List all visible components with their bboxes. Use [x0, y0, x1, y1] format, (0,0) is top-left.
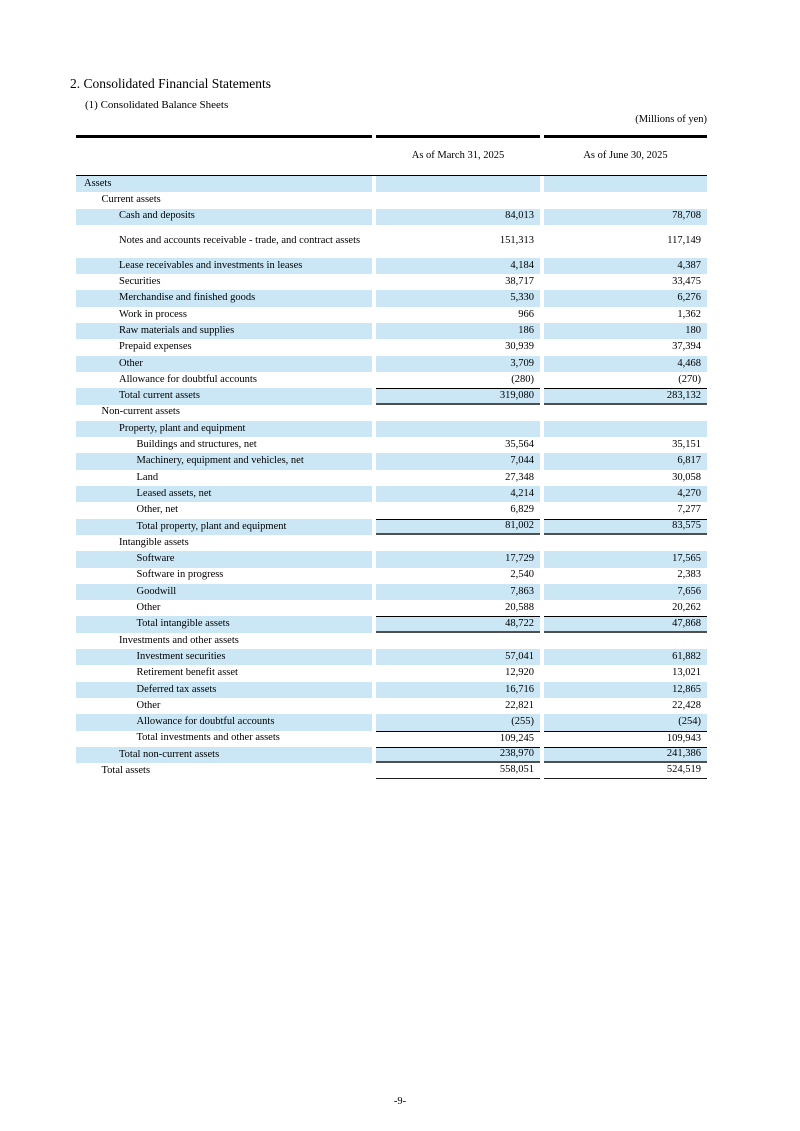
row-label: Software in progress: [136, 569, 224, 581]
row-label: Raw materials and supplies: [76, 323, 372, 339]
value-as-of-june-30-2025: 7,656: [544, 584, 707, 600]
table-row: [76, 747, 707, 763]
value-as-of-june-30-2025: 33,475: [672, 276, 701, 288]
table-row: [76, 192, 707, 208]
value-as-of-march-31-2025: 22,821: [505, 699, 534, 711]
value-as-of-march-31-2025: 3,709: [376, 356, 540, 372]
table-row: [76, 698, 707, 714]
value-as-of-june-30-2025: [544, 633, 707, 649]
row-label: Total non-current assets: [76, 747, 372, 763]
value-as-of-june-30-2025: [544, 176, 707, 192]
table-row: [76, 665, 707, 681]
value-as-of-march-31-2025: 319,080: [376, 388, 540, 404]
page-title: 2. Consolidated Financial Statements: [70, 76, 271, 91]
value-as-of-march-31-2025: 5,330: [376, 290, 540, 306]
value-as-of-june-30-2025: [544, 535, 707, 551]
value-as-of-june-30-2025: [544, 192, 707, 208]
row-label: Goodwill: [76, 584, 372, 600]
value-as-of-june-30-2025: 7,277: [677, 504, 701, 516]
row-label: Lease receivables and investments in leases: [76, 258, 372, 274]
row-label: Total intangible assets: [76, 616, 372, 632]
value-as-of-march-31-2025: 48,722: [376, 616, 540, 632]
table-body: [76, 176, 707, 779]
value-as-of-march-31-2025: 35,564: [505, 439, 534, 451]
value-as-of-june-30-2025: [544, 405, 707, 421]
row-label: Machinery, equipment and vehicles, net: [76, 453, 372, 469]
value-as-of-march-31-2025: 17,729: [376, 551, 540, 567]
unit-note: (Millions of yen): [635, 114, 707, 125]
table-row: [76, 682, 707, 698]
value-as-of-march-31-2025: [376, 176, 540, 192]
table-row: [76, 551, 707, 567]
row-label: Current assets: [101, 194, 161, 206]
value-as-of-march-31-2025: [376, 633, 540, 649]
table-row: [76, 290, 707, 306]
row-label: Allowance for doubtful accounts: [119, 373, 257, 385]
value-as-of-march-31-2025: 7,044: [376, 453, 540, 469]
row-label: Total assets: [101, 764, 151, 776]
table-row: [76, 176, 707, 192]
value-as-of-march-31-2025: 57,041: [376, 649, 540, 665]
table-row: [76, 453, 707, 469]
table-row: [76, 649, 707, 665]
row-label: Investment securities: [76, 649, 372, 665]
balance-sheet-table: [76, 135, 707, 779]
table-row: [76, 209, 707, 225]
row-label: Securities: [119, 276, 161, 288]
row-label: Cash and deposits: [76, 209, 372, 225]
value-as-of-june-30-2025: 30,058: [672, 471, 701, 483]
value-as-of-june-30-2025: 20,262: [672, 602, 701, 614]
value-as-of-june-30-2025: 12,865: [544, 682, 707, 698]
row-label: Deferred tax assets: [76, 682, 372, 698]
header-col-march-2025: As of March 31, 2025: [376, 135, 540, 175]
row-label: Other: [136, 602, 161, 614]
table-row: [76, 535, 707, 551]
table-row: [76, 225, 707, 258]
value-as-of-march-31-2025: 30,939: [505, 341, 534, 353]
value-as-of-june-30-2025: 83,575: [544, 519, 707, 535]
table-row: [76, 584, 707, 600]
value-as-of-march-31-2025: 186: [376, 323, 540, 339]
value-as-of-june-30-2025: 2,383: [677, 569, 701, 581]
table-row: [76, 600, 707, 616]
value-as-of-june-30-2025: 117,149: [667, 235, 701, 247]
table-row: [76, 356, 707, 372]
value-as-of-june-30-2025: 4,270: [544, 486, 707, 502]
row-label: Intangible assets: [119, 536, 189, 548]
table-row: [76, 339, 707, 355]
value-as-of-june-30-2025: 17,565: [544, 551, 707, 567]
row-label: Leased assets, net: [76, 486, 372, 502]
row-label: Total current assets: [76, 388, 372, 404]
table-row: [76, 763, 707, 779]
table-row: [76, 470, 707, 486]
row-label: Property, plant and equipment: [76, 421, 372, 437]
value-as-of-june-30-2025: 13,021: [672, 667, 701, 679]
row-label: Assets: [76, 176, 372, 192]
value-as-of-march-31-2025: 238,970: [376, 747, 540, 763]
table-row: [76, 502, 707, 518]
table-row: [76, 486, 707, 502]
row-label: Work in process: [119, 308, 187, 320]
value-as-of-june-30-2025: (270): [678, 373, 701, 385]
table-row: [76, 616, 707, 632]
table-row: [76, 274, 707, 290]
row-label: Other: [136, 699, 161, 711]
value-as-of-march-31-2025: (280): [511, 373, 534, 385]
header-col-june-2025: As of June 30, 2025: [544, 135, 707, 175]
value-as-of-june-30-2025: 6,817: [544, 453, 707, 469]
value-as-of-june-30-2025: 241,386: [544, 747, 707, 763]
table-row: [76, 714, 707, 730]
value-as-of-march-31-2025: 2,540: [510, 569, 534, 581]
value-as-of-march-31-2025: [376, 192, 540, 208]
table-row: [76, 307, 707, 323]
value-as-of-march-31-2025: 27,348: [505, 471, 534, 483]
value-as-of-march-31-2025: 4,214: [376, 486, 540, 502]
table-row: [76, 405, 707, 421]
value-as-of-june-30-2025: 47,868: [544, 616, 707, 632]
row-label: Non-current assets: [101, 406, 180, 418]
value-as-of-june-30-2025: 4,468: [544, 356, 707, 372]
table-row: [76, 258, 707, 274]
page-subtitle: (1) Consolidated Balance Sheets: [85, 99, 229, 111]
value-as-of-june-30-2025: 22,428: [672, 699, 701, 711]
table-row: [76, 437, 707, 453]
value-as-of-june-30-2025: 78,708: [544, 209, 707, 225]
value-as-of-june-30-2025: (254): [544, 714, 707, 730]
table-row: [76, 633, 707, 649]
value-as-of-june-30-2025: [544, 421, 707, 437]
value-as-of-june-30-2025: 1,362: [677, 308, 701, 320]
row-label: Notes and accounts receivable - trade, and contract assets: [119, 235, 361, 247]
value-as-of-june-30-2025: 61,882: [544, 649, 707, 665]
value-as-of-march-31-2025: 6,829: [510, 504, 534, 516]
value-as-of-march-31-2025: [376, 405, 540, 421]
table-row: [76, 731, 707, 747]
row-label: Investments and other assets: [119, 634, 239, 646]
value-as-of-march-31-2025: 7,863: [376, 584, 540, 600]
value-as-of-march-31-2025: 12,920: [505, 667, 534, 679]
value-as-of-march-31-2025: 16,716: [376, 682, 540, 698]
value-as-of-march-31-2025: 966: [518, 308, 534, 320]
value-as-of-march-31-2025: 4,184: [376, 258, 540, 274]
table-row: [76, 323, 707, 339]
value-as-of-march-31-2025: 81,002: [376, 519, 540, 535]
row-label: Total investments and other assets: [136, 732, 280, 744]
value-as-of-march-31-2025: 558,051: [376, 763, 540, 779]
value-as-of-june-30-2025: 524,519: [544, 763, 707, 779]
value-as-of-june-30-2025: 6,276: [544, 290, 707, 306]
table-row: [76, 568, 707, 584]
row-label: Total property, plant and equipment: [76, 519, 372, 535]
row-label: Other, net: [136, 504, 179, 516]
row-label: Land: [136, 471, 159, 483]
value-as-of-march-31-2025: 109,245: [376, 731, 540, 747]
value-as-of-june-30-2025: 109,943: [544, 731, 707, 747]
value-as-of-march-31-2025: [376, 421, 540, 437]
table-header-row: [76, 135, 707, 176]
value-as-of-june-30-2025: 180: [544, 323, 707, 339]
row-label: Merchandise and finished goods: [76, 290, 372, 306]
row-label: Buildings and structures, net: [136, 439, 257, 451]
row-label: Other: [76, 356, 372, 372]
table-row: [76, 372, 707, 388]
value-as-of-june-30-2025: 283,132: [544, 388, 707, 404]
table-row: [76, 421, 707, 437]
value-as-of-march-31-2025: 20,588: [505, 602, 534, 614]
header-label-cell: [76, 135, 372, 175]
row-label: Retirement benefit asset: [136, 667, 238, 679]
value-as-of-march-31-2025: 84,013: [376, 209, 540, 225]
row-label: Allowance for doubtful accounts: [76, 714, 372, 730]
table-row: [76, 519, 707, 535]
page-number: -9-: [393, 1096, 407, 1107]
value-as-of-june-30-2025: 37,394: [672, 341, 701, 353]
value-as-of-june-30-2025: 35,151: [672, 439, 701, 451]
value-as-of-march-31-2025: 38,717: [505, 276, 534, 288]
value-as-of-march-31-2025: [376, 535, 540, 551]
value-as-of-march-31-2025: (255): [376, 714, 540, 730]
value-as-of-march-31-2025: 151,313: [499, 235, 534, 247]
row-label: Software: [76, 551, 372, 567]
row-label: Prepaid expenses: [119, 341, 192, 353]
table-row: [76, 388, 707, 404]
value-as-of-june-30-2025: 4,387: [544, 258, 707, 274]
